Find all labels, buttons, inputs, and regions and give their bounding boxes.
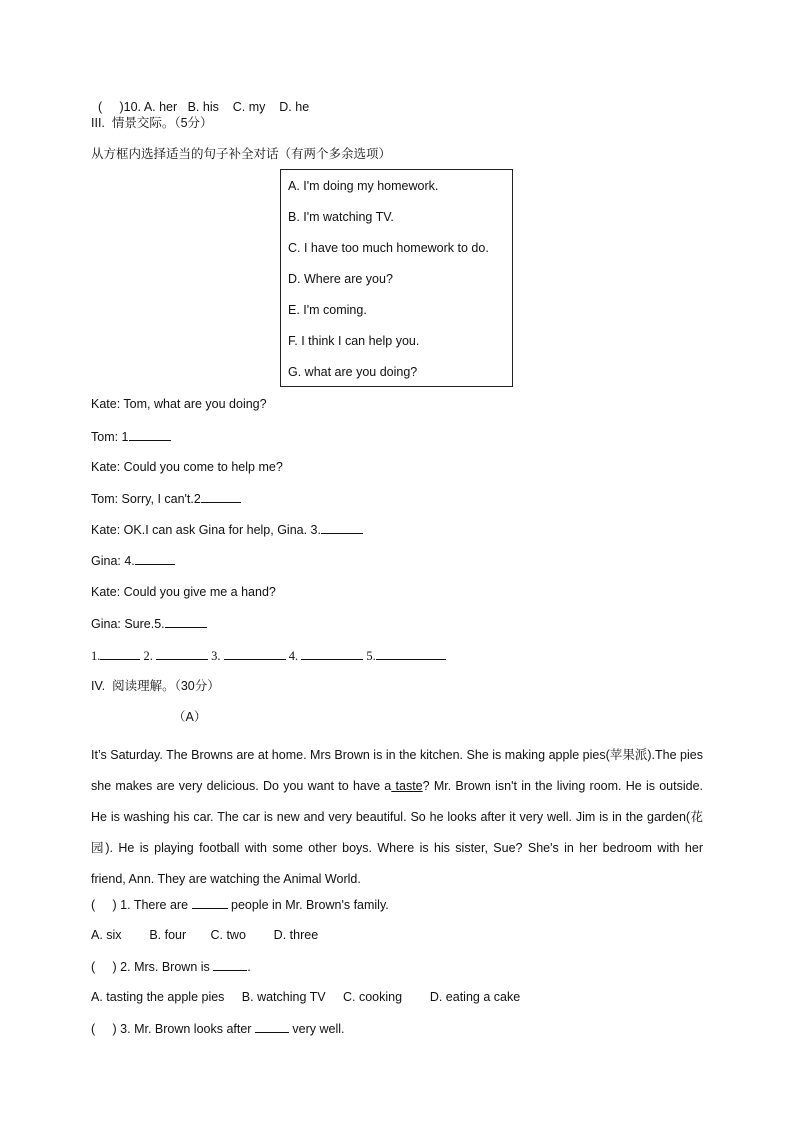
question-text: very well. [288, 1022, 345, 1036]
answer-blank[interactable] [100, 647, 140, 660]
passage-label: （A） [173, 710, 207, 724]
option-c: C. I have too much homework to do. [288, 241, 489, 255]
options-box [280, 169, 513, 387]
answer-blank[interactable] [129, 428, 171, 441]
reading-question-1 [91, 896, 389, 913]
dialogue-text: Tom: Sorry, I can't.2 [91, 492, 201, 506]
dialogue-line-7: Kate: Could you give me a hand? [91, 585, 276, 599]
section-4-heading: IV. 阅读理解。（30分） [91, 679, 220, 693]
answer-parenthesis: ( ) [97, 100, 124, 114]
answer-blank[interactable] [201, 490, 241, 503]
answer-number: 5. [366, 649, 376, 663]
answer-blank[interactable] [192, 896, 228, 909]
answer-blank[interactable] [156, 647, 208, 660]
question-text: 2. Mrs. Brown is [116, 960, 214, 974]
dialogue-text: Gina: 4. [91, 554, 135, 568]
underlined-word: taste [391, 779, 423, 793]
option-f: F. I think I can help you. [288, 334, 420, 348]
dialogue-text: Gina: Sure.5. [91, 617, 165, 631]
passage-text: ? Mr. Brown isn't in the living room. He is outside. He is washing his car. The car is new and very beautiful. So he looks after it very well. Jim is in the garden(花园). He is playing football with some other boys. Where is his sister, Sue? She's in her bedroom with her friend, Ann. They are watching the Animal World. [91, 779, 704, 886]
option-g: G. what are you doing? [288, 365, 418, 379]
question-text: . [247, 960, 251, 974]
answer-number: 3. [211, 649, 221, 663]
answer-parenthesis: ( ) [91, 960, 117, 974]
dialogue-text: Kate: OK.I can ask Gina for help, Gina. 3. [91, 523, 321, 537]
question-text: 10. A. her B. his C. my D. he [123, 100, 310, 114]
option-a: A. I'm doing my homework. [288, 179, 439, 193]
answer-blank[interactable] [135, 552, 175, 565]
dialogue-line-4 [91, 490, 241, 507]
dialogue-line-3: Kate: Could you come to help me? [91, 460, 283, 474]
answer-blank[interactable] [213, 958, 247, 971]
answer-blank[interactable] [165, 615, 207, 628]
dialogue-line-1: Kate: Tom, what are you doing? [91, 397, 267, 411]
dialogue-line-2 [91, 428, 171, 445]
answer-parenthesis: ( ) [91, 898, 117, 912]
question-text: people in Mr. Brown's family. [227, 898, 389, 912]
reading-passage [91, 740, 703, 895]
answer-blank[interactable] [224, 647, 286, 660]
passage-text: It’s Saturday. The Browns are at home. Mrs Brown is in the kitchen. She is making apple pies(苹果派).The pies she makes are very delicious. Do you want to have a [91, 748, 703, 793]
question-2-options: A. tasting the apple pies B. watching TV C. cooking D. eating a cake [91, 990, 521, 1004]
section-3-instruction: 从方框内选择适当的句子补全对话（有两个多余选项） [91, 147, 392, 161]
option-e: E. I'm coming. [288, 303, 367, 317]
dialogue-text: Tom: 1 [91, 430, 129, 444]
answer-blank[interactable] [321, 521, 363, 534]
reading-question-3 [91, 1020, 345, 1037]
answer-number: 2. [143, 649, 153, 663]
question-10 [91, 83, 309, 115]
question-1-options: A. six B. four C. two D. three [91, 928, 319, 942]
question-text: 3. Mr. Brown looks after [116, 1022, 255, 1036]
dialogue-line-8 [91, 615, 207, 632]
answer-blank[interactable] [376, 647, 446, 660]
option-b: B. I'm watching TV. [288, 210, 394, 224]
section-3-heading: III. 情景交际。（5分） [91, 116, 213, 130]
answer-row [91, 647, 446, 664]
answer-number: 4. [288, 649, 299, 663]
dialogue-line-5 [91, 521, 363, 538]
answer-blank[interactable] [255, 1020, 289, 1033]
dialogue-line-6 [91, 552, 175, 569]
question-text: 1. There are [116, 898, 192, 912]
answer-number: 1. [91, 649, 101, 663]
option-d: D. Where are you? [288, 272, 393, 286]
answer-blank[interactable] [301, 647, 363, 660]
answer-parenthesis: ( ) [91, 1022, 117, 1036]
reading-question-2 [91, 958, 251, 975]
